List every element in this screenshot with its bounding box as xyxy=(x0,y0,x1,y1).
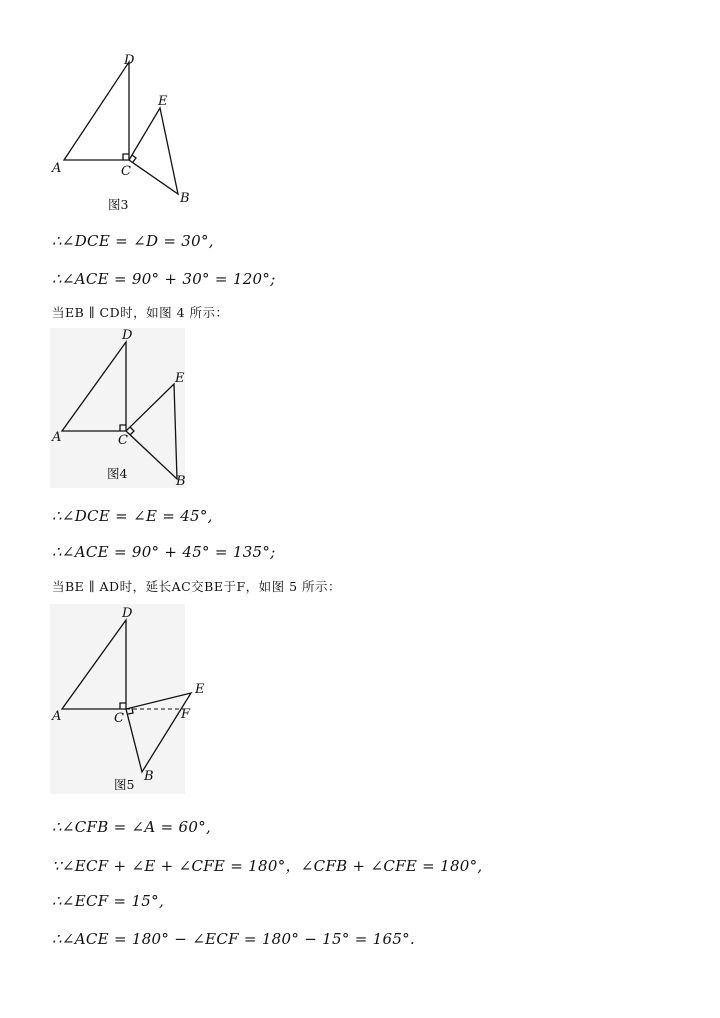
text-line-10: ∴∠ACE = 180° − ∠ECF = 180° − 15° = 165°. xyxy=(52,930,416,948)
figure-4-caption: 图4 xyxy=(107,466,128,481)
label-d: D xyxy=(122,328,133,343)
label-f: F xyxy=(181,707,191,722)
label-d: D xyxy=(124,53,135,68)
text-line-5: ∴∠ACE = 90° + 45° = 135°; xyxy=(52,543,276,561)
figure-3 xyxy=(40,48,210,218)
text-line-9: ∴∠ECF = 15°, xyxy=(52,892,165,910)
text-line-3: 当EB ∥ CD时，如图 4 所示： xyxy=(52,305,229,320)
label-e: E xyxy=(158,94,168,109)
figure-4 xyxy=(40,322,200,492)
label-e: E xyxy=(195,682,205,697)
label-c: C xyxy=(121,164,131,179)
text-line-8: ∵∠ECF + ∠E + ∠CFE = 180°，∠CFB + ∠CFE = 180°, xyxy=(52,857,483,875)
right-angle-mark-c xyxy=(123,154,129,160)
triangle-ceb xyxy=(129,108,178,194)
text-line-1: ∴∠DCE = ∠D = 30°, xyxy=(52,232,214,250)
right-angle-mark-ecb xyxy=(132,155,136,162)
label-b: B xyxy=(180,191,190,206)
text-line-2: ∴∠ACE = 90° + 30° = 120°; xyxy=(52,270,276,288)
text-line-6: 当BE ∥ AD时，延长AC交BE于F，如图 5 所示： xyxy=(52,579,342,594)
text-line-4: ∴∠DCE = ∠E = 45°, xyxy=(52,507,213,525)
figure-4-background xyxy=(50,328,185,488)
figure-3-caption: 图3 xyxy=(108,197,129,212)
text-line-7: ∴∠CFB = ∠A = 60°, xyxy=(52,818,212,836)
label-d: D xyxy=(122,606,133,621)
label-c: C xyxy=(114,711,124,726)
label-a: A xyxy=(52,709,62,724)
figure-5 xyxy=(40,600,220,800)
label-b: B xyxy=(144,769,154,784)
figure-5-caption: 图5 xyxy=(114,777,135,792)
label-b: B xyxy=(176,474,186,489)
triangle-acd xyxy=(64,62,129,160)
label-e: E xyxy=(175,371,185,386)
label-c: C xyxy=(118,433,128,448)
label-a: A xyxy=(52,430,62,445)
label-a: A xyxy=(52,161,62,176)
